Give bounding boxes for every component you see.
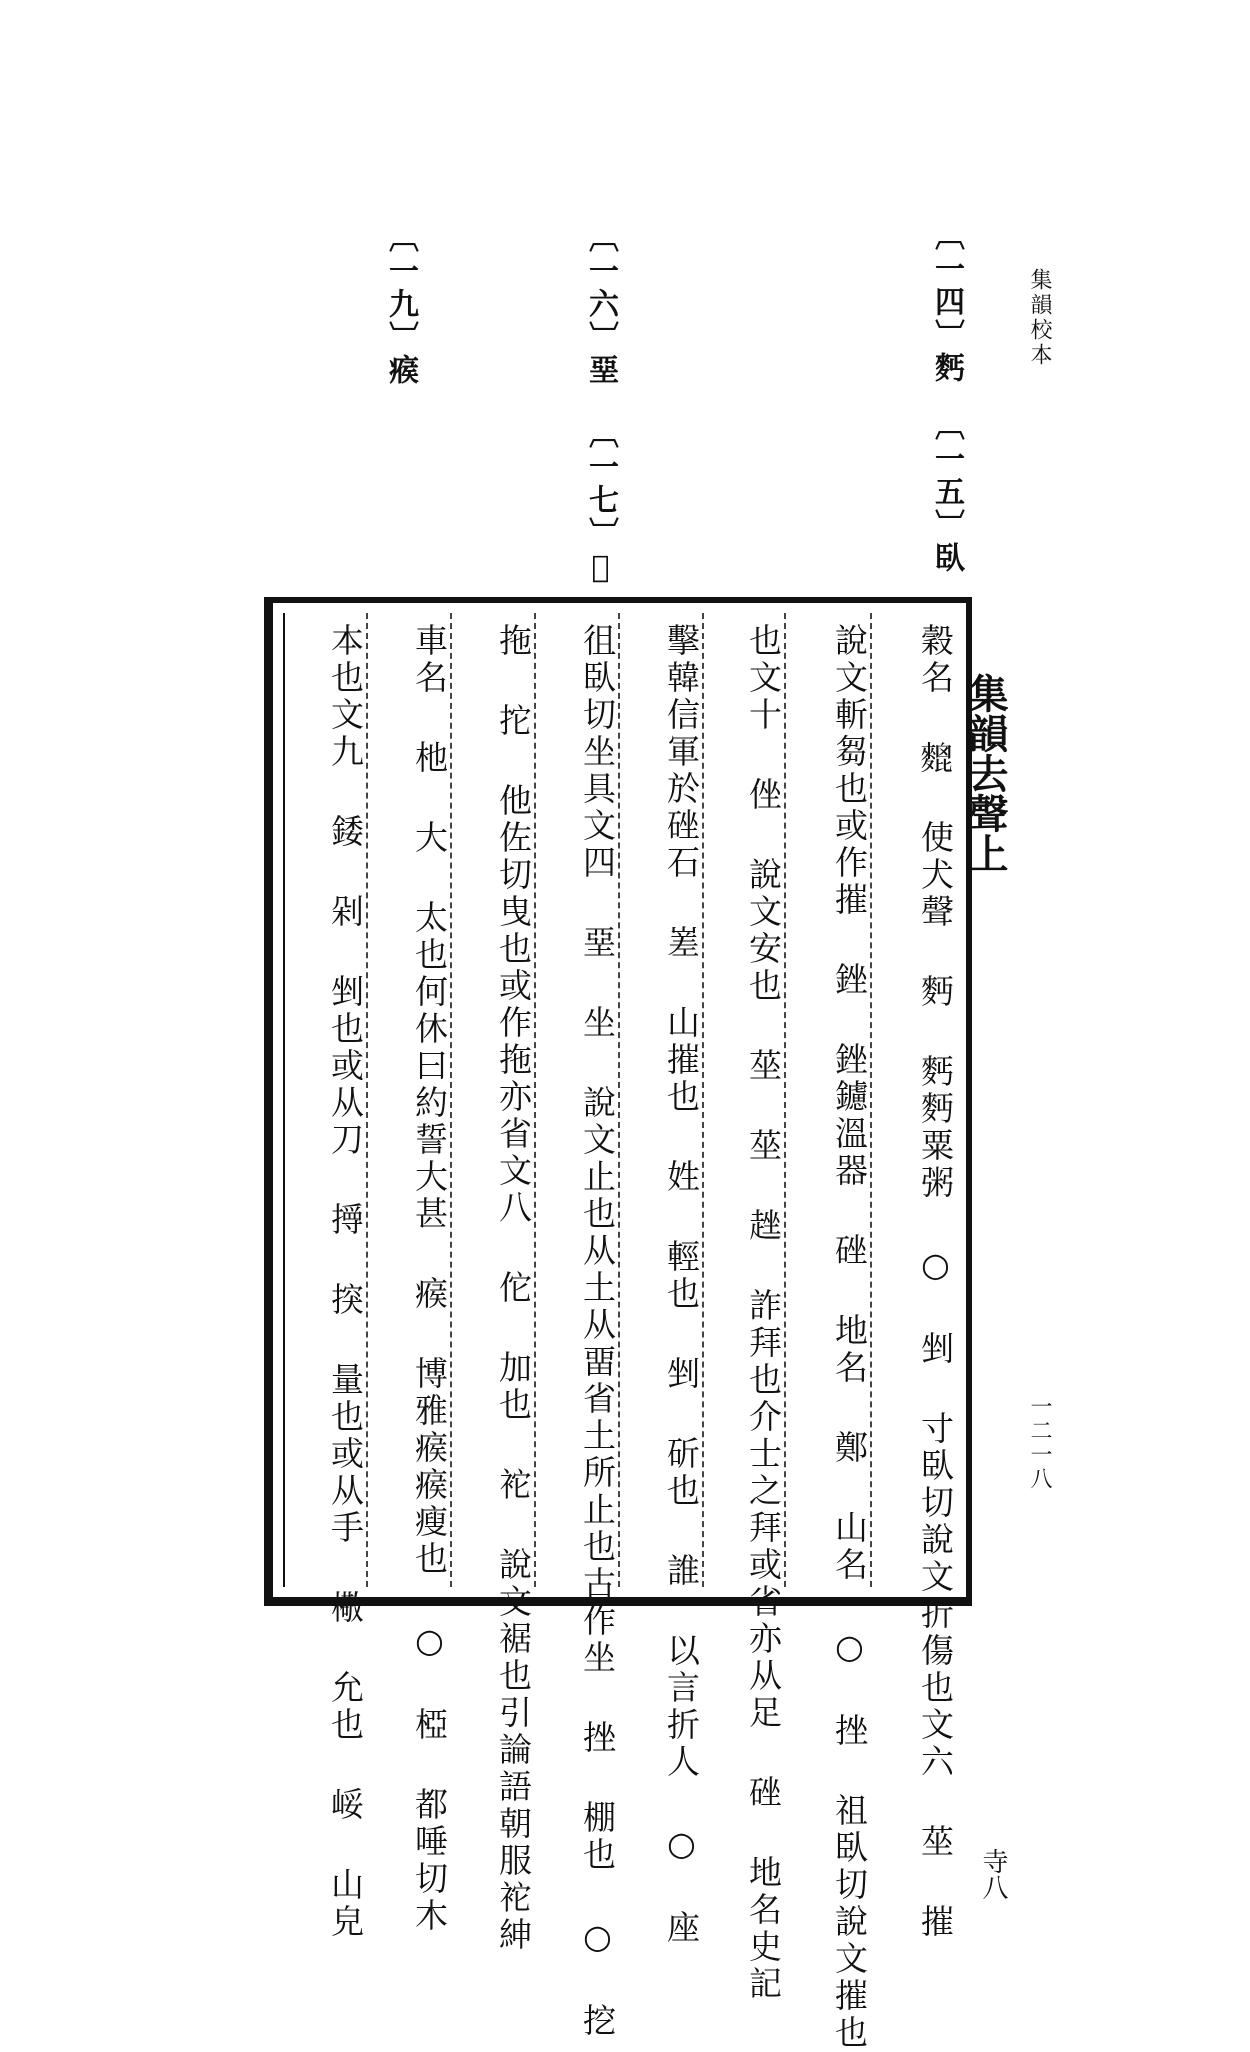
text-column-2: 說文斬芻也或作摧 銼 銼鑢溫器 䂳 地名 鄭 山名 ○ 挫 祖臥切說文摧也 <box>830 623 869 2052</box>
column-divider <box>702 613 704 1587</box>
column-divider <box>534 613 536 1587</box>
book-title: 集韻去聲上 <box>962 673 1009 873</box>
text-column-6: 拖 拕 他佐切曳也或作拖亦省文八 佗 加也 袉 說文裾也引論語朝服袉紳 <box>494 623 533 1954</box>
collation-note-17: 〔一七〕𢶄 <box>583 418 618 588</box>
book-series-title: 集韻校本 <box>1027 268 1052 368</box>
collation-note-16: 〔一六〕堊 <box>583 222 618 387</box>
text-column-4: 擊韓信軍於䂳石 嵳 山摧也 姓 輕也 剉 斫也 誰 以言折人 ○ 座 <box>662 623 701 1947</box>
header-strip <box>962 623 1016 1900</box>
collation-note-15: 〔一五〕臥 <box>929 410 964 575</box>
text-column-1: 穀名 𪍜 使犬聲 麪 麫麪粟粥 ○ 剉 寸臥切說文折傷也文六 莝 摧 <box>916 623 955 1941</box>
column-divider <box>366 613 368 1587</box>
collation-note-14: 〔一四〕麫 <box>929 220 964 385</box>
text-column-8: 本也文九 錗 剁 剉也或从刀 㩊 揬 量也或从手 㯳 允也 㟎 山皃 <box>326 623 365 1941</box>
text-frame <box>283 613 956 2052</box>
folio-mark: 寺八 <box>978 1848 1008 1900</box>
column-divider <box>870 613 872 1587</box>
text-column-3: 也文十 侳 說文安也 莝 莝 趖 詐拜也介士之拜或省亦从足 䂳 地名史記 <box>744 623 783 2003</box>
facsimile-block <box>264 597 1009 2052</box>
column-divider <box>618 613 620 1587</box>
text-column-5: 徂臥切坐具文四 堊 坐 說文止也从土从畱省土所止也古作坐 挫 棚也 ○ 挖 <box>578 623 617 2040</box>
column-divider <box>450 613 452 1587</box>
page-number: 一二一八 <box>1027 1395 1052 1491</box>
text-column-7: 車名 杝 大 太也何休曰約誓大甚 瘊 博雅瘊瘊瘦也 ○ 椏 都唾切木 <box>410 623 449 1935</box>
collation-note-19: 〔一九〕瘊 <box>383 222 418 387</box>
column-divider <box>784 613 786 1587</box>
